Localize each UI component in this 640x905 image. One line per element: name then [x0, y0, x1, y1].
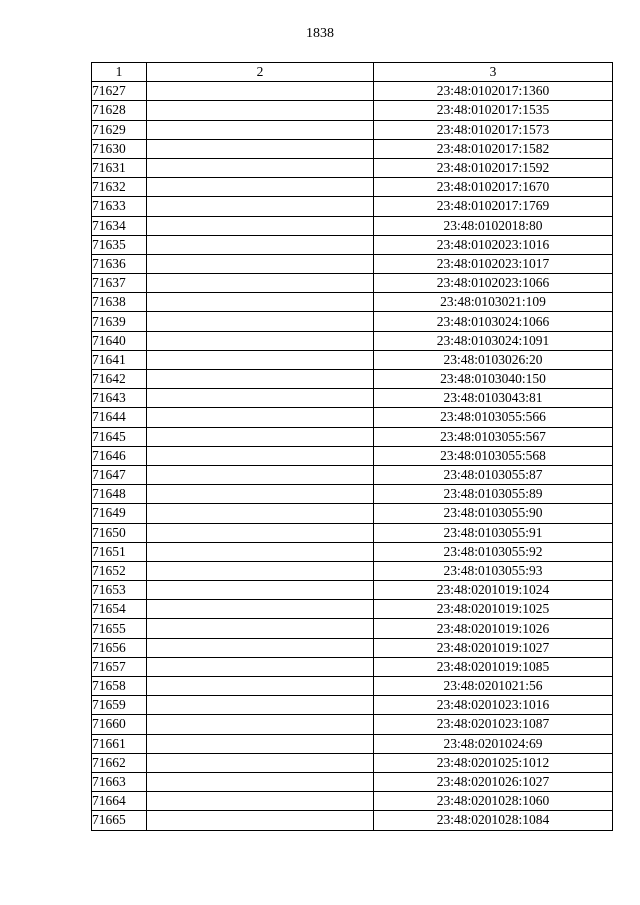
cadastral-number-cell: 23:48:0103055:567	[374, 427, 613, 446]
row-number-cell: 71662	[92, 753, 147, 772]
row-number-cell: 71659	[92, 696, 147, 715]
row-blank-cell	[147, 715, 374, 734]
row-blank-cell	[147, 446, 374, 465]
table-row	[92, 178, 613, 197]
table-row	[92, 753, 613, 772]
table-row	[92, 581, 613, 600]
row-blank-cell	[147, 811, 374, 830]
row-number-cell: 71639	[92, 312, 147, 331]
row-blank-cell	[147, 82, 374, 101]
row-blank-cell	[147, 657, 374, 676]
row-number-cell: 71627	[92, 82, 147, 101]
row-blank-cell	[147, 274, 374, 293]
table-row	[92, 485, 613, 504]
table-row	[92, 408, 613, 427]
cadastral-number-cell: 23:48:0102017:1360	[374, 82, 613, 101]
row-number-cell: 71651	[92, 542, 147, 561]
row-number-cell: 71633	[92, 197, 147, 216]
table-row	[92, 657, 613, 676]
cadastral-number-cell: 23:48:0201021:56	[374, 677, 613, 696]
row-number-cell: 71647	[92, 465, 147, 484]
cadastral-number-cell: 23:48:0201019:1025	[374, 600, 613, 619]
cadastral-number-cell: 23:48:0102017:1592	[374, 158, 613, 177]
table-row	[92, 600, 613, 619]
table-row	[92, 235, 613, 254]
row-blank-cell	[147, 772, 374, 791]
row-blank-cell	[147, 753, 374, 772]
cadastral-number-cell: 23:48:0201019:1085	[374, 657, 613, 676]
row-number-cell: 71649	[92, 504, 147, 523]
cadastral-number-cell: 23:48:0102017:1573	[374, 120, 613, 139]
row-blank-cell	[147, 619, 374, 638]
cadastral-number-cell: 23:48:0103055:93	[374, 561, 613, 580]
table-body	[92, 82, 613, 830]
cadastral-number-cell: 23:48:0102017:1769	[374, 197, 613, 216]
row-blank-cell	[147, 485, 374, 504]
column-header-3: 3	[374, 63, 613, 82]
cadastral-number-cell: 23:48:0102023:1066	[374, 274, 613, 293]
table-row	[92, 82, 613, 101]
cadastral-number-cell: 23:48:0201023:1087	[374, 715, 613, 734]
row-number-cell: 71658	[92, 677, 147, 696]
table-row	[92, 312, 613, 331]
table-row	[92, 504, 613, 523]
cadastral-number-cell: 23:48:0103043:81	[374, 389, 613, 408]
cadastral-number-cell: 23:48:0103055:566	[374, 408, 613, 427]
cadastral-number-cell: 23:48:0102023:1017	[374, 254, 613, 273]
row-number-cell: 71640	[92, 331, 147, 350]
row-number-cell: 71641	[92, 350, 147, 369]
table-row	[92, 389, 613, 408]
table-row	[92, 427, 613, 446]
row-blank-cell	[147, 101, 374, 120]
row-blank-cell	[147, 216, 374, 235]
row-blank-cell	[147, 427, 374, 446]
row-number-cell: 71661	[92, 734, 147, 753]
row-blank-cell	[147, 542, 374, 561]
table-row	[92, 561, 613, 580]
row-number-cell: 71664	[92, 792, 147, 811]
row-blank-cell	[147, 312, 374, 331]
table-row	[92, 715, 613, 734]
cadastral-number-cell: 23:48:0201019:1024	[374, 581, 613, 600]
row-blank-cell	[147, 638, 374, 657]
row-number-cell: 71642	[92, 370, 147, 389]
row-blank-cell	[147, 370, 374, 389]
row-number-cell: 71636	[92, 254, 147, 273]
cadastral-number-cell: 23:48:0201023:1016	[374, 696, 613, 715]
table-row	[92, 811, 613, 830]
cadastral-number-cell: 23:48:0103026:20	[374, 350, 613, 369]
row-blank-cell	[147, 734, 374, 753]
cadastral-number-cell: 23:48:0103055:91	[374, 523, 613, 542]
row-number-cell: 71654	[92, 600, 147, 619]
table-row	[92, 734, 613, 753]
cadastral-number-cell: 23:48:0102017:1582	[374, 139, 613, 158]
row-number-cell: 71628	[92, 101, 147, 120]
row-blank-cell	[147, 197, 374, 216]
table-row	[92, 677, 613, 696]
row-blank-cell	[147, 561, 374, 580]
cadastral-number-cell: 23:48:0102018:80	[374, 216, 613, 235]
cadastral-number-cell: 23:48:0201028:1060	[374, 792, 613, 811]
table-row	[92, 542, 613, 561]
row-number-cell: 71646	[92, 446, 147, 465]
page-number: 1838	[306, 26, 334, 41]
cadastral-number-cell: 23:48:0103021:109	[374, 293, 613, 312]
row-blank-cell	[147, 677, 374, 696]
cadastral-number-cell: 23:48:0103055:87	[374, 465, 613, 484]
column-header-2: 2	[147, 63, 374, 82]
cadastral-number-cell: 23:48:0102023:1016	[374, 235, 613, 254]
table-row	[92, 216, 613, 235]
row-blank-cell	[147, 331, 374, 350]
cadastral-number-cell: 23:48:0201024:69	[374, 734, 613, 753]
cadastral-number-cell: 23:48:0103055:90	[374, 504, 613, 523]
table-row	[92, 274, 613, 293]
row-blank-cell	[147, 235, 374, 254]
row-number-cell: 71665	[92, 811, 147, 830]
row-blank-cell	[147, 389, 374, 408]
cadastral-number-cell: 23:48:0201019:1026	[374, 619, 613, 638]
row-number-cell: 71635	[92, 235, 147, 254]
row-number-cell: 71644	[92, 408, 147, 427]
row-blank-cell	[147, 254, 374, 273]
cadastral-number-cell: 23:48:0103024:1091	[374, 331, 613, 350]
row-number-cell: 71629	[92, 120, 147, 139]
row-blank-cell	[147, 523, 374, 542]
cadastral-number-cell: 23:48:0103055:92	[374, 542, 613, 561]
row-number-cell: 71638	[92, 293, 147, 312]
row-number-cell: 71663	[92, 772, 147, 791]
table-row	[92, 446, 613, 465]
row-number-cell: 71652	[92, 561, 147, 580]
row-number-cell: 71653	[92, 581, 147, 600]
row-blank-cell	[147, 696, 374, 715]
row-number-cell: 71655	[92, 619, 147, 638]
row-blank-cell	[147, 158, 374, 177]
cadastral-number-cell: 23:48:0103024:1066	[374, 312, 613, 331]
table-row	[92, 120, 613, 139]
row-number-cell: 71631	[92, 158, 147, 177]
row-number-cell: 71645	[92, 427, 147, 446]
row-number-cell: 71637	[92, 274, 147, 293]
cadastral-number-cell: 23:48:0102017:1535	[374, 101, 613, 120]
table-row	[92, 331, 613, 350]
table-row	[92, 638, 613, 657]
table-row	[92, 293, 613, 312]
table-row	[92, 619, 613, 638]
row-blank-cell	[147, 600, 374, 619]
row-blank-cell	[147, 465, 374, 484]
cadastral-number-cell: 23:48:0201019:1027	[374, 638, 613, 657]
cadastral-number-cell: 23:48:0201025:1012	[374, 753, 613, 772]
table-row	[92, 465, 613, 484]
table-row	[92, 158, 613, 177]
row-blank-cell	[147, 350, 374, 369]
cadastral-number-cell: 23:48:0103055:568	[374, 446, 613, 465]
column-header-1: 1	[92, 63, 147, 82]
table-row	[92, 197, 613, 216]
cadastral-number-cell: 23:48:0201026:1027	[374, 772, 613, 791]
cadastral-number-cell: 23:48:0102017:1670	[374, 178, 613, 197]
registry-table	[91, 62, 613, 831]
row-number-cell: 71650	[92, 523, 147, 542]
row-number-cell: 71630	[92, 139, 147, 158]
table-row	[92, 370, 613, 389]
table-row	[92, 772, 613, 791]
row-blank-cell	[147, 120, 374, 139]
row-number-cell: 71648	[92, 485, 147, 504]
row-blank-cell	[147, 504, 374, 523]
cadastral-number-cell: 23:48:0103040:150	[374, 370, 613, 389]
table-row	[92, 101, 613, 120]
row-blank-cell	[147, 581, 374, 600]
table-row	[92, 792, 613, 811]
row-blank-cell	[147, 408, 374, 427]
cadastral-number-cell: 23:48:0201028:1084	[374, 811, 613, 830]
row-number-cell: 71632	[92, 178, 147, 197]
row-blank-cell	[147, 139, 374, 158]
table-header-row	[92, 63, 613, 82]
row-number-cell: 71657	[92, 657, 147, 676]
table-row	[92, 350, 613, 369]
table-row	[92, 139, 613, 158]
row-blank-cell	[147, 178, 374, 197]
row-number-cell: 71643	[92, 389, 147, 408]
table-row	[92, 523, 613, 542]
row-number-cell: 71656	[92, 638, 147, 657]
cadastral-number-cell: 23:48:0103055:89	[374, 485, 613, 504]
row-number-cell: 71634	[92, 216, 147, 235]
row-number-cell: 71660	[92, 715, 147, 734]
table-row	[92, 696, 613, 715]
table-row	[92, 254, 613, 273]
row-blank-cell	[147, 792, 374, 811]
row-blank-cell	[147, 293, 374, 312]
